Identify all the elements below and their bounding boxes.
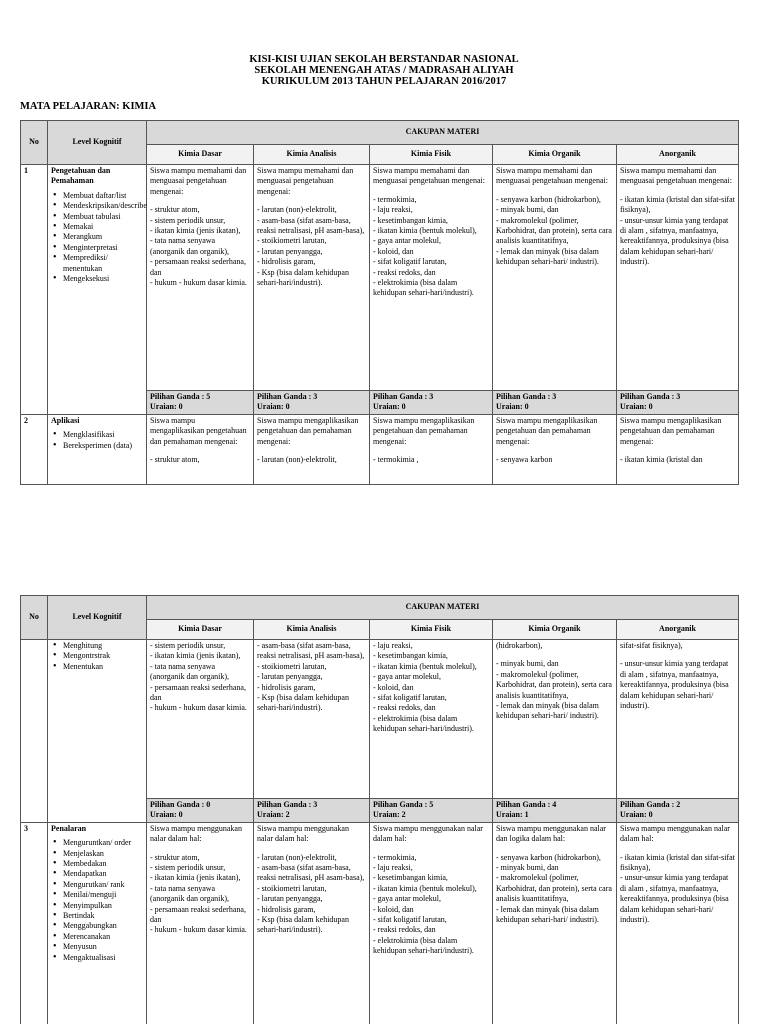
- cell-line: - elektrokimia (bisa dalam kehidupan sehari-hari/industri).: [373, 935, 474, 956]
- cell-line: - larutan penyangga,: [257, 246, 323, 256]
- subcol-kimia-dasar: Kimia Dasar: [147, 145, 254, 165]
- level-title: Penalaran: [51, 823, 87, 833]
- cell-line: - larutan penyangga,: [257, 672, 323, 682]
- bullet-list: [51, 641, 143, 672]
- cell-line: - larutan (non)-elektrolit,: [257, 205, 337, 215]
- bullet-item: • Menyusun: [63, 942, 143, 952]
- cell-line: - sistem periodik unsur,: [150, 641, 226, 650]
- cell-line: - Ksp (bisa dalam kehidupan sehari-hari/industri).: [257, 267, 349, 288]
- col-level-header: Level Kognitif: [48, 596, 147, 640]
- row-number: 3: [21, 822, 48, 1024]
- cell-line: - kesetimbangan kimia,: [373, 215, 448, 225]
- cell-anorganik: [617, 165, 739, 391]
- cell-line: Siswa mampu menggunakan nalar dalam hal:: [257, 823, 349, 844]
- cell-kimia-dasar: [147, 414, 254, 484]
- cell-line: Pilihan Ganda : 0: [150, 800, 211, 809]
- kisi-table-page-1: [20, 120, 739, 485]
- cell-line: Pilihan Ganda : 4: [496, 800, 557, 809]
- cell-line: - persamaan reaksi sederhana, dan: [150, 682, 246, 703]
- table-row: [21, 822, 739, 1024]
- cell-line: - ikatan kimia (kristal dan sifat-sifat fisiknya),: [620, 194, 735, 215]
- cell-line: - Ksp (bisa dalam kehidupan sehari-hari/industri).: [257, 693, 349, 713]
- cell-line: - sistem periodik unsur,: [150, 215, 226, 225]
- cell-line: - struktur atom,: [150, 205, 200, 215]
- cell-line: - tata nama senyawa (anorganik dan organik),: [150, 661, 230, 682]
- subcol-anorganik: Anorganik: [617, 145, 739, 165]
- cell-kimia-fisik: [370, 165, 493, 391]
- score-cell: [370, 799, 493, 823]
- cell-kimia-analisis: [254, 414, 370, 484]
- bullet-list: [51, 190, 147, 285]
- level-cell: [48, 165, 147, 415]
- cell-line: - laju reaksi,: [373, 863, 413, 873]
- cell-line: Uraian: 0: [257, 402, 290, 412]
- bullet-item: • Mengaktualisasi: [63, 953, 143, 963]
- cell-line: Siswa mampu memahami dan menguasai pengetahuan mengenai:: [150, 166, 247, 196]
- cell-line: - ikatan kimia (bentuk molekul),: [373, 226, 477, 236]
- cell-line: - laju reaksi,: [373, 641, 413, 650]
- cell-line: - unsur-unsur kimia yang terdapat di alam , sifatnya, manfaatnya, kereaktifannya, produksinya (bisa dalam kehidupan sehari-hari/ industri).: [620, 215, 729, 267]
- subcol-kimia-organik: Kimia Organik: [493, 620, 617, 640]
- cell-kimia-dasar: [147, 640, 254, 799]
- cell-line: - elektrokimia (bisa dalam kehidupan sehari-hari/industri).: [373, 278, 474, 298]
- cell-line: Pilihan Ganda : 2: [620, 800, 681, 809]
- cell-line: Uraian: 2: [373, 810, 406, 820]
- cell-line: Siswa mampu mengaplikasikan pengetahuan dan pemahaman mengenai:: [496, 415, 598, 446]
- cell-line: - stoikiometri larutan,: [257, 236, 327, 246]
- cell-line: Siswa mampu mengaplikasikan pengetahuan dan pemahaman mengenai:: [373, 415, 475, 446]
- cell-line: - stoikiometri larutan,: [257, 661, 327, 671]
- bullet-item: • Menentukan: [63, 662, 143, 672]
- bullet-item: • Mengklasifikasi: [63, 430, 143, 440]
- bullet-item: • Menggabungkan: [63, 921, 143, 931]
- cell-line: - persamaan reaksi sederhana, dan: [150, 257, 246, 277]
- cell-line: - reaksi redoks, dan: [373, 925, 436, 935]
- table-row: [21, 414, 739, 484]
- cell-line: - gaya antar molekul,: [373, 672, 441, 682]
- cell-line: - tata nama senyawa (anorganik dan organik),: [150, 236, 230, 256]
- col-no-header: No: [21, 121, 48, 165]
- document-title: [0, 54, 768, 87]
- cell-kimia-fisik: [370, 822, 493, 1024]
- cell-kimia-fisik: [370, 414, 493, 484]
- cell-line: - sifat koligatif larutan,: [373, 257, 447, 267]
- row-number: 1: [21, 165, 48, 415]
- cell-line: Siswa mampu memahami dan menguasai pengetahuan mengenai:: [373, 166, 485, 186]
- col-level-header: Level Kognitif: [48, 121, 147, 165]
- cell-line: - unsur-unsur kimia yang terdapat di alam , sifatnya, manfaatnya, kereaktifannya, produksinya (bisa dalam kehidupan sehari-hari/ industri).: [620, 659, 729, 711]
- cell-line: sifat-sifat fisiknya),: [620, 641, 683, 650]
- score-cell: [493, 799, 617, 823]
- row-number: 2: [21, 414, 48, 484]
- cell-line: - ikatan kimia (kristal dan sifat-sifat fisiknya),: [620, 852, 735, 873]
- cell-line: - ikatan kimia (jenis ikatan),: [150, 651, 241, 661]
- cell-line: - sifat koligatif larutan,: [373, 693, 447, 703]
- cell-line: - reaksi redoks, dan: [373, 703, 436, 713]
- cell-line: Siswa mampu menggunakan nalar dan logika dalam hal:: [496, 823, 606, 844]
- score-cell: [493, 391, 617, 415]
- cell-line: Pilihan Ganda : 5: [150, 392, 211, 401]
- cell-line: - koloid, dan: [373, 246, 414, 256]
- level-title: Pengetahuan dan Pemahaman: [51, 166, 111, 186]
- cell-anorganik: [617, 822, 739, 1024]
- cell-line: - stoikiometri larutan,: [257, 883, 327, 893]
- bullet-item: • Menghitung: [63, 641, 143, 651]
- bullet-item: • Mengurutkan/ rank: [63, 880, 143, 890]
- cell-line: - senyawa karbon (hidrokarbon),: [496, 852, 601, 862]
- cell-line: Siswa mampu memahami dan menguasai pengetahuan mengenai:: [620, 166, 732, 186]
- title-line-2: SEKOLAH MENENGAH ATAS / MADRASAH ALIYAH: [254, 65, 514, 76]
- cell-kimia-organik: [493, 640, 617, 799]
- bullet-item: • Menguruntkan/ order: [63, 838, 143, 848]
- cell-line: - kesetimbangan kimia,: [373, 873, 448, 883]
- cell-line: - hidrolisis garam,: [257, 257, 316, 267]
- cell-line: Uraian: 0: [150, 810, 183, 820]
- cell-line: Uraian: 2: [257, 810, 290, 820]
- level-cell: [48, 414, 147, 484]
- subcol-kimia-organik: Kimia Organik: [493, 145, 617, 165]
- level-cell: [48, 640, 147, 823]
- cell-line: - struktur atom,: [150, 852, 200, 862]
- cell-line: - kesetimbangan kimia,: [373, 651, 448, 661]
- cell-line: - ikatan kimia (kristal dan: [620, 455, 703, 465]
- cell-anorganik: [617, 414, 739, 484]
- cell-line: Pilihan Ganda : 3: [257, 800, 318, 809]
- cell-line: - minyak bumi, dan: [496, 863, 559, 873]
- cell-line: - hukum - hukum dasar kimia.: [150, 703, 247, 713]
- cell-line: - elektrokimia (bisa dalam kehidupan sehari-hari/industri).: [373, 713, 474, 734]
- cell-line: Siswa mampu mengaplikasikan pengetahuan dan pemahaman mengenai:: [620, 415, 722, 446]
- bullet-item: • Menjelaskan: [63, 849, 143, 859]
- cell-line: - lemak dan minyak (bisa dalam kehidupan sehari-hari/ industri).: [496, 701, 599, 721]
- cell-kimia-organik: [493, 414, 617, 484]
- cell-kimia-analisis: [254, 822, 370, 1024]
- cell-line: - hidrolisis garam,: [257, 904, 316, 914]
- subcol-anorganik: Anorganik: [617, 620, 739, 640]
- cell-line: Uraian: 0: [620, 810, 653, 820]
- cell-line: - unsur-unsur kimia yang terdapat di alam , sifatnya, manfaatnya, kereaktifannya, produksinya (bisa dalam kehidupan sehari-hari/ industri).: [620, 873, 729, 925]
- cell-kimia-organik: [493, 165, 617, 391]
- cell-kimia-organik: [493, 822, 617, 1024]
- cell-kimia-dasar: [147, 165, 254, 391]
- bullet-item: • Menyimpulkan: [63, 901, 143, 911]
- cell-line: - gaya antar molekul,: [373, 236, 441, 246]
- bullet-item: • Membedakan: [63, 859, 143, 869]
- bullet-item: • Memprediksi/ menentukan: [63, 253, 143, 274]
- cell-line: - ikatan kimia (bentuk molekul),: [373, 883, 477, 893]
- subcol-kimia-fisik: Kimia Fisik: [370, 620, 493, 640]
- cell-line: - termokimia ,: [373, 455, 419, 465]
- bullet-item: • Mengeksekusi: [63, 274, 143, 284]
- cell-line: (hidrokarbon),: [496, 641, 543, 650]
- cell-line: - reaksi redoks, dan: [373, 267, 436, 277]
- cell-line: Siswa mampu memahami dan menguasai pengetahuan mengenai:: [496, 166, 608, 186]
- cell-kimia-analisis: [254, 640, 370, 799]
- cell-line: Siswa mampu memahami dan menguasai pengetahuan mengenai:: [257, 166, 354, 196]
- cell-line: - sistem periodik unsur,: [150, 863, 226, 873]
- level-title: Aplikasi: [51, 415, 80, 425]
- cell-line: Siswa mampu mengaplikasikan pengetahuan dan pemahaman mengenai:: [257, 415, 359, 446]
- row-number: [21, 640, 48, 823]
- bullet-list: [51, 838, 143, 963]
- bullet-item: • Mendeskripsikan/describe: [63, 201, 143, 211]
- bullet-item: • Bertindak: [63, 911, 143, 921]
- bullet-item: • Menilai/menguji: [63, 890, 143, 900]
- cell-line: - sifat koligatif larutan,: [373, 915, 447, 925]
- cell-line: - ikatan kimia (jenis ikatan),: [150, 873, 241, 883]
- cell-line: Uraian: 1: [496, 810, 529, 820]
- cell-line: Siswa mampu menggunakan nalar dalam hal:: [373, 823, 483, 844]
- cell-line: Pilihan Ganda : 3: [620, 392, 681, 401]
- cell-line: - minyak bumi, dan: [496, 205, 559, 215]
- cell-line: - struktur atom,: [150, 455, 200, 465]
- cell-line: - hukum - hukum dasar kimia.: [150, 278, 247, 288]
- cell-line: - asam-basa (sifat asam-basa, reaksi netralisasi, pH asam-basa),: [257, 215, 365, 236]
- cell-line: - lemak dan minyak (bisa dalam kehidupan sehari-hari/ industri).: [496, 904, 599, 925]
- cell-line: - larutan penyangga,: [257, 894, 323, 904]
- table-row: [21, 640, 739, 799]
- kisi-table-page-2: [20, 595, 739, 1024]
- cell-line: Siswa mampu menggunakan nalar dalam hal:: [150, 823, 242, 844]
- col-scope-header: CAKUPAN MATERI: [147, 121, 739, 145]
- bullet-item: • Membuat daftar/list: [63, 191, 143, 201]
- cell-kimia-fisik: [370, 640, 493, 799]
- cell-line: Pilihan Ganda : 3: [257, 392, 318, 401]
- cell-line: Uraian: 0: [620, 402, 653, 412]
- cell-line: - asam-basa (sifat asam-basa, reaksi netralisasi, pH asam-basa),: [257, 641, 365, 661]
- score-cell: [617, 391, 739, 415]
- cell-line: - ikatan kimia (bentuk molekul),: [373, 661, 477, 671]
- cell-line: - larutan (non)-elektrolit,: [257, 852, 337, 862]
- score-cell: [617, 799, 739, 823]
- bullet-item: • Memakai: [63, 222, 143, 232]
- cell-line: - larutan (non)-elektrolit,: [257, 455, 337, 465]
- cell-line: Pilihan Ganda : 3: [373, 392, 434, 401]
- cell-line: - makromolekul (polimer, Karbohidrat, dan protein), serta cara analisis kuantitatifnya,: [496, 215, 612, 246]
- cell-kimia-analisis: [254, 165, 370, 391]
- cell-kimia-dasar: [147, 822, 254, 1024]
- document-page-2: [0, 575, 768, 1024]
- bullet-item: • Mengontrstrak: [63, 651, 143, 661]
- cell-line: Siswa mampu mengaplikasikan pengetahuan dan pemahaman mengenai:: [150, 415, 247, 446]
- cell-line: Pilihan Ganda : 5: [373, 800, 434, 809]
- score-cell: [254, 799, 370, 823]
- cell-line: Siswa mampu menggunakan nalar dalam hal:: [620, 823, 730, 844]
- cell-line: - ikatan kimia (jenis ikatan),: [150, 226, 241, 236]
- cell-line: Uraian: 0: [150, 402, 183, 412]
- score-cell: [147, 391, 254, 415]
- cell-line: - lemak dan minyak (bisa dalam kehidupan sehari-hari/ industri).: [496, 246, 599, 267]
- title-line-3: KURIKULUM 2013 TAHUN PELAJARAN 2016/2017: [261, 76, 507, 87]
- bullet-list: [51, 430, 143, 451]
- cell-line: - minyak bumi, dan: [496, 659, 559, 669]
- bullet-item: • Mendapatkan: [63, 869, 143, 879]
- cell-line: - hidrolisis garam,: [257, 682, 316, 692]
- cell-line: - termokimia,: [373, 194, 417, 204]
- cell-line: - Ksp (bisa dalam kehidupan sehari-hari/industri).: [257, 915, 349, 935]
- subcol-kimia-analisis: Kimia Analisis: [254, 145, 370, 165]
- cell-line: - koloid, dan: [373, 682, 414, 692]
- bullet-item: • Merangkum: [63, 232, 143, 242]
- cell-line: Uraian: 0: [373, 402, 406, 412]
- cell-line: Pilihan Ganda : 3: [496, 392, 557, 401]
- subcol-kimia-fisik: Kimia Fisik: [370, 145, 493, 165]
- cell-line: - hukum - hukum dasar kimia.: [150, 925, 247, 935]
- bullet-item: • Merencanakan: [63, 932, 143, 942]
- cell-line: - asam-basa (sifat asam-basa, reaksi netralisasi, pH asam-basa),: [257, 863, 365, 883]
- cell-line: - makromolekul (polimer, Karbohidrat, dan protein), serta cara analisis kuantitatifnya,: [496, 669, 612, 700]
- subcol-kimia-analisis: Kimia Analisis: [254, 620, 370, 640]
- cell-anorganik: [617, 640, 739, 799]
- subject-label: MATA PELAJARAN: KIMIA: [20, 101, 157, 112]
- bullet-item: • Bereksperimen (data): [63, 441, 143, 451]
- bullet-item: • Membuat tabulasi: [63, 212, 143, 222]
- score-cell: [254, 391, 370, 415]
- title-line-1: KISI-KISI UJIAN SEKOLAH BERSTANDAR NASIONAL: [249, 54, 519, 65]
- cell-line: - termokimia,: [373, 852, 417, 862]
- subcol-kimia-dasar: Kimia Dasar: [147, 620, 254, 640]
- cell-line: - tata nama senyawa (anorganik dan organik),: [150, 883, 230, 904]
- cell-line: Uraian: 0: [496, 402, 529, 412]
- cell-line: - koloid, dan: [373, 904, 414, 914]
- col-scope-header: CAKUPAN MATERI: [147, 596, 739, 620]
- cell-line: - senyawa karbon: [496, 455, 553, 465]
- level-cell: [48, 822, 147, 1024]
- cell-line: - persamaan reaksi sederhana, dan: [150, 904, 246, 925]
- cell-line: - laju reaksi,: [373, 205, 413, 215]
- col-no-header: No: [21, 596, 48, 640]
- table-row: [21, 165, 739, 391]
- score-cell: [370, 391, 493, 415]
- cell-line: - gaya antar molekul,: [373, 894, 441, 904]
- cell-line: - senyawa karbon (hidrokarbon),: [496, 194, 601, 204]
- cell-line: - makromolekul (polimer, Karbohidrat, dan protein), serta cara analisis kuantitatifnya,: [496, 873, 612, 904]
- bullet-item: • Menginterpretasi: [63, 243, 143, 253]
- score-cell: [147, 799, 254, 823]
